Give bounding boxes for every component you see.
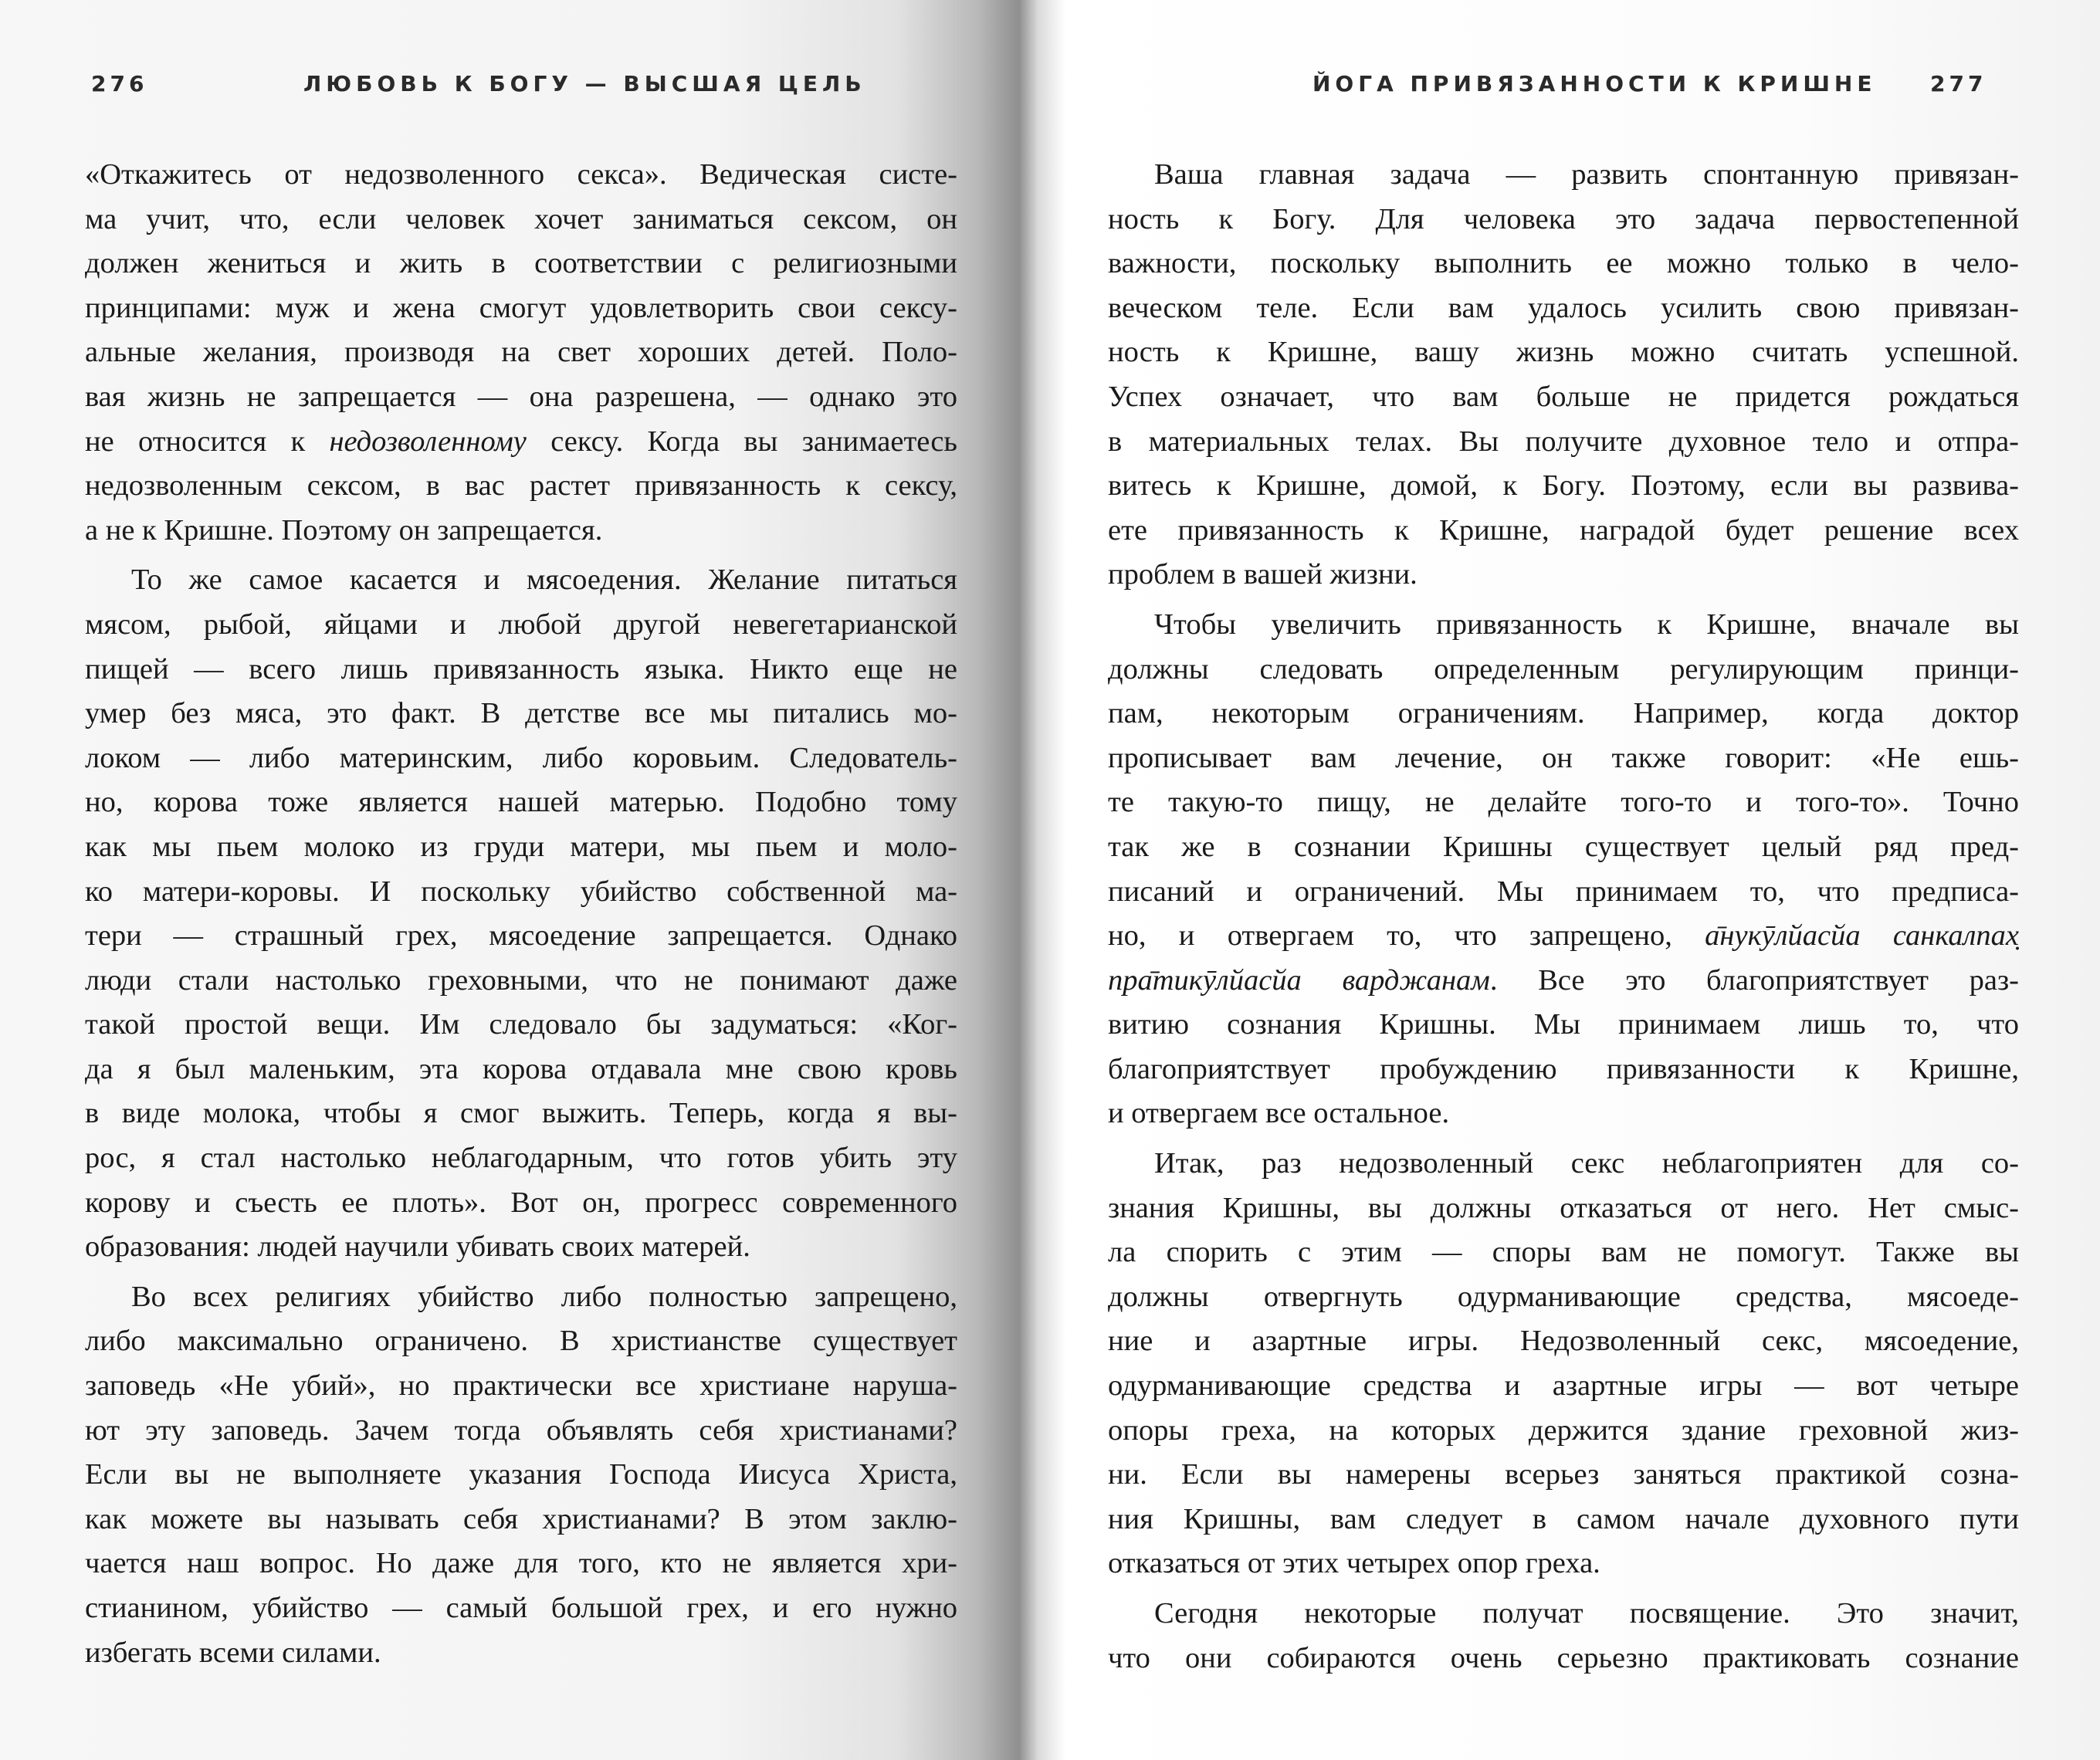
left-page bbox=[0, 0, 1019, 1760]
text-line: ла спорить с этим — споры вам не помогут. Также вы bbox=[1108, 1236, 2019, 1269]
running-title-right: ЙОГА ПРИВЯЗАННОСТИ К КРИШНЕ bbox=[1312, 71, 1877, 96]
italic-sanskrit: пра̄тикӯлйасйа варджанам bbox=[1108, 963, 1490, 997]
text-line: благоприятствует пробуждению привязанности к Кришне, bbox=[1108, 1052, 2019, 1085]
paragraph-first-line: Сегодня некоторые получат посвящение. Это значит, bbox=[1154, 1597, 2019, 1630]
text-line: витесь к Кришне, домой, к Богу. Поэтому, если вы развива- bbox=[1108, 469, 2019, 503]
right-page bbox=[1065, 0, 2100, 1760]
text-line: такой простой вещи. Им следовало бы задуматься: «Ког- bbox=[85, 1008, 957, 1041]
text-line: проблем в вашей жизни. bbox=[1108, 558, 1418, 591]
text-line: опоры греха, на которых держится здание греховной жиз- bbox=[1108, 1413, 2019, 1447]
text-line: либо максимально ограничено. В христианстве существует bbox=[85, 1325, 957, 1358]
text-line: чается наш вопрос. Но даже для того, кто не является хри- bbox=[85, 1547, 957, 1580]
text-line-with-italic bbox=[1108, 914, 2019, 959]
text-line: важности, поскольку выполнить ее можно только в чело- bbox=[1108, 247, 2019, 280]
right-body-text bbox=[1108, 153, 2019, 1680]
text-line: умер без мяса, это факт. В детстве все мы питались мо- bbox=[85, 697, 957, 730]
text-line: рос, я стал настолько неблагодарным, что готов убить эту bbox=[85, 1142, 957, 1175]
text-line: вая жизнь не запрещается — она разрешена, — однако это bbox=[85, 380, 957, 413]
text-line: «Откажитесь от недозволенного секса». Ведическая систе- bbox=[85, 158, 957, 191]
text-line: Успех означает, что вам больше не придется рождаться bbox=[1108, 380, 2019, 413]
text-line: люди стали настолько греховными, что не понимают даже bbox=[85, 963, 957, 997]
paragraph-first-line: Итак, раз недозволенный секс неблагоприятен для со- bbox=[1154, 1147, 2019, 1180]
text-line: веческом теле. Если вам удалось усилить свою привязан- bbox=[1108, 291, 2019, 324]
text-line: в материальных телах. Вы получите духовное тело и отпра- bbox=[1108, 425, 2019, 458]
text-line: отказаться от этих четырех опор греха. bbox=[1108, 1547, 1600, 1580]
text-line: должны отвергнуть одурманивающие средства, мясоеде- bbox=[1108, 1280, 2019, 1313]
text-line: должен жениться и жить в соответствии с религиозными bbox=[85, 247, 957, 280]
text-line: но, корова тоже является нашей матерью. Подобно тому bbox=[85, 786, 957, 819]
text-segment: сексу. Когда вы занимаетесь bbox=[526, 425, 957, 458]
paragraph-first-line: То же самое касается и мясоедения. Желание питаться bbox=[131, 564, 957, 597]
text-line: ют эту заповедь. Зачем тогда объявлять себя христианами? bbox=[85, 1413, 957, 1447]
text-segment: не относится к bbox=[85, 425, 330, 458]
text-line: так же в сознании Кришны существует целый ряд пред- bbox=[1108, 830, 2019, 863]
text-line: ко матери-коровы. И поскольку убийство собственной ма- bbox=[85, 875, 957, 908]
text-line: стианином, убийство — самый большой грех, и его нужно bbox=[85, 1592, 957, 1624]
text-line: пам, некоторым ограничениям. Например, когда доктор bbox=[1108, 697, 2019, 730]
text-segment: . Все это благоприятствует раз- bbox=[1489, 963, 2019, 997]
text-line: что они собираются очень серьезно практиковать сознание bbox=[1108, 1641, 2019, 1674]
text-line: ность к Кришне, вашу жизнь можно считать успешной. bbox=[1108, 336, 2019, 369]
text-line: да я был маленьким, эта корова отдавала мне свою кровь bbox=[85, 1052, 957, 1085]
text-line: принципами: муж и жена смогут удовлетворить свои сексу- bbox=[85, 291, 957, 324]
text-line: как мы пьем молоко из груди матери, мы пьем и моло- bbox=[85, 830, 957, 863]
text-line: писаний и ограничений. Мы принимаем то, что предписа- bbox=[1108, 875, 2019, 908]
running-title-left: ЛЮБОВЬ К БОГУ — ВЫСШАЯ ЦЕЛЬ bbox=[303, 71, 866, 96]
text-line-with-italic bbox=[85, 420, 957, 465]
page-number-left: 276 bbox=[91, 71, 148, 96]
text-line: и отвергаем все остальное. bbox=[1108, 1097, 1450, 1130]
text-line: должны следовать определенным регулирующим принци- bbox=[1108, 652, 2019, 685]
text-line: Если вы не выполняете указания Господа Иисуса Христа, bbox=[85, 1458, 957, 1491]
text-line: ма учит, что, если человек хочет заниматься сексом, он bbox=[85, 202, 957, 235]
text-line: те такую-то пищу, не делайте того-то и того-то». Точно bbox=[1108, 786, 2019, 819]
text-line: как можете вы называть себя христианами? В этом заклю- bbox=[85, 1502, 957, 1535]
text-line: ность к Богу. Для человека это задача первостепенной bbox=[1108, 202, 2019, 235]
text-line: а не к Кришне. Поэтому он запрещается. bbox=[85, 513, 603, 547]
text-line: ние и азартные игры. Недозволенный секс, мясоедение, bbox=[1108, 1325, 2019, 1358]
text-line: локом — либо материнским, либо коровьим. Следователь- bbox=[85, 741, 957, 774]
text-line: ете привязанность к Кришне, наградой будет решение всех bbox=[1108, 513, 2019, 547]
book-gutter bbox=[1019, 0, 1065, 1760]
italic-term: недозволенному bbox=[329, 425, 527, 458]
text-line: витию сознания Кришны. Мы принимаем лишь то, что bbox=[1108, 1008, 2019, 1041]
text-line: одурманивающие средства и азартные игры — вот четыре bbox=[1108, 1369, 2019, 1403]
text-line: прописывает вам лечение, он также говорит: «Не ешь- bbox=[1108, 741, 2019, 774]
paragraph-first-line: Чтобы увеличить привязанность к Кришне, вначале вы bbox=[1154, 608, 2019, 641]
text-line: недозволенным сексом, в вас растет привязанность к сексу, bbox=[85, 469, 957, 503]
text-line: заповедь «Не убий», но практически все христиане наруша- bbox=[85, 1369, 957, 1403]
text-segment: но, и отвергаем то, что запрещено, bbox=[1108, 919, 1705, 953]
text-line: образования: людей научили убивать своих матерей. bbox=[85, 1230, 750, 1264]
italic-sanskrit: а̄нукӯлйасйа санкалпах̣ bbox=[1705, 919, 2020, 953]
text-line: альные желания, производя на свет хороших детей. Поло- bbox=[85, 336, 957, 369]
text-line: корову и съесть ее плоть». Вот он, прогресс современного bbox=[85, 1186, 957, 1219]
text-line: избегать всеми силами. bbox=[85, 1636, 381, 1669]
paragraph-first-line: Во всех религиях убийство либо полностью запрещено, bbox=[131, 1280, 957, 1313]
text-line: мясом, рыбой, яйцами и любой другой невегетарианской bbox=[85, 608, 957, 641]
text-line: ни. Если вы намерены всерьез заняться практикой созна- bbox=[1108, 1458, 2019, 1491]
text-line: тери — страшный грех, мясоедение запрещается. Однако bbox=[85, 919, 957, 953]
text-line: знания Кришны, вы должны отказаться от него. Нет смыс- bbox=[1108, 1191, 2019, 1224]
text-line: ния Кришны, вам следует в самом начале духовного пути bbox=[1108, 1502, 2019, 1535]
text-line: пищей — всего лишь привязанность языка. Никто еще не bbox=[85, 652, 957, 685]
page-number-right: 277 bbox=[1930, 71, 1987, 96]
left-body-text bbox=[85, 153, 957, 1675]
paragraph-first-line: Ваша главная задача — развить спонтанную привязан- bbox=[1154, 158, 2019, 191]
text-line: в виде молока, чтобы я смог выжить. Теперь, когда я вы- bbox=[85, 1097, 957, 1130]
text-line-with-italic bbox=[1108, 959, 2019, 1004]
